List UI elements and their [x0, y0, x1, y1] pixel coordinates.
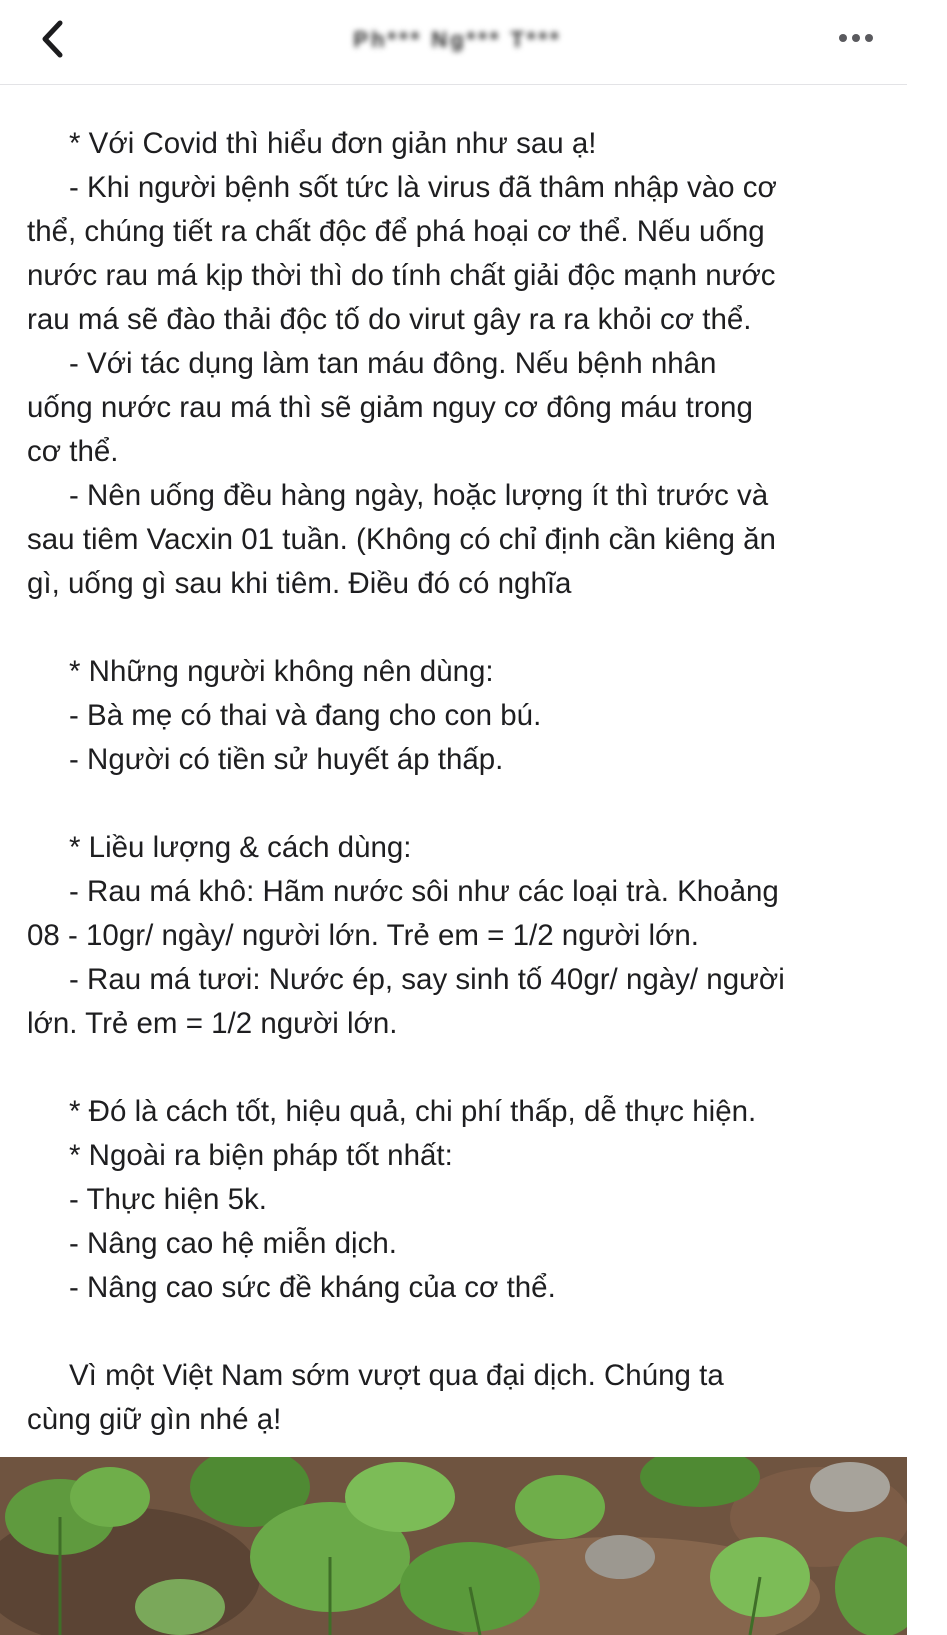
post-text-line: lớn. Trẻ em = 1/2 người lớn.: [27, 1007, 398, 1040]
post-text-line: * Đó là cách tốt, hiệu quả, chi phí thấp, dễ thực hiện.: [69, 1095, 757, 1128]
post-text-line: - Rau má tươi: Nước ép, say sinh tố 40gr/ ngày/ người: [69, 963, 785, 996]
post-text-line: - Nên uống đều hàng ngày, hoặc lượng ít thì trước và: [69, 479, 769, 512]
post-text-line: - Bà mẹ có thai và đang cho con bú.: [69, 699, 542, 732]
more-options-button[interactable]: [826, 18, 886, 58]
page-margin: [907, 0, 947, 1635]
post-text-line: * Những người không nên dùng:: [69, 655, 494, 688]
post-text-line: uống nước rau má thì sẽ giảm nguy cơ đông máu trong: [27, 391, 753, 424]
post-text-line: Vì một Việt Nam sớm vượt qua đại dịch. Chúng ta: [69, 1359, 724, 1392]
post-text-line: - Người có tiền sử huyết áp thấp.: [69, 743, 504, 776]
post-text-line: cùng giữ gìn nhé ạ!: [27, 1403, 282, 1436]
post-text-line: * Ngoài ra biện pháp tốt nhất:: [69, 1139, 453, 1172]
post-text-line: - Với tác dụng làm tan máu đông. Nếu bệnh nhân: [69, 347, 717, 380]
blank-line: [27, 782, 897, 826]
more-dot: [865, 34, 873, 42]
post-text-line: gì, uống gì sau khi tiêm. Điều đó có nghĩa: [27, 567, 572, 600]
post-text-line: * Với Covid thì hiểu đơn giản như sau ạ!: [69, 127, 597, 160]
back-button[interactable]: [28, 14, 78, 64]
blank-line: [27, 1046, 897, 1090]
post-text-line: - Nâng cao sức đề kháng của cơ thể.: [69, 1271, 556, 1304]
post-text-line: nước rau má kịp thời thì do tính chất giải độc mạnh nước: [27, 259, 776, 292]
page-title: Ph*** Ng*** T***: [353, 27, 562, 52]
post-text-line: sau tiêm Vacxin 01 tuần. (Không có chỉ định cần kiêng ăn: [27, 523, 776, 556]
post-text-line: * Liều lượng & cách dùng:: [69, 831, 412, 864]
post-text-line: - Khi người bệnh sốt tức là virus đã thâm nhập vào cơ: [69, 171, 777, 204]
post-content: [27, 122, 897, 1442]
post-text-line: - Nâng cao hệ miễn dịch.: [69, 1227, 397, 1260]
pennywort-leaves-image: [0, 1457, 907, 1635]
blank-line: [27, 1310, 897, 1354]
post-text-line: - Rau má khô: Hãm nước sôi như các loại trà. Khoảng: [69, 875, 779, 908]
post-text-line: 08 - 10gr/ ngày/ người lớn. Trẻ em = 1/2 người lớn.: [27, 919, 699, 952]
post-text-line: - Thực hiện 5k.: [69, 1183, 267, 1216]
post-text-line: thể, chúng tiết ra chất độc để phá hoại cơ thể. Nếu uống: [27, 215, 765, 248]
navigation-bar: [0, 0, 907, 85]
more-dot: [852, 34, 860, 42]
more-horizontal-icon: [839, 34, 847, 42]
post-text-line: cơ thể.: [27, 435, 119, 468]
post-text-line: rau má sẽ đào thải độc tố do virut gây ra ra khỏi cơ thể.: [27, 303, 752, 336]
chevron-left-icon: [38, 19, 68, 59]
post-image[interactable]: [0, 1457, 907, 1635]
blank-line: [27, 606, 897, 650]
